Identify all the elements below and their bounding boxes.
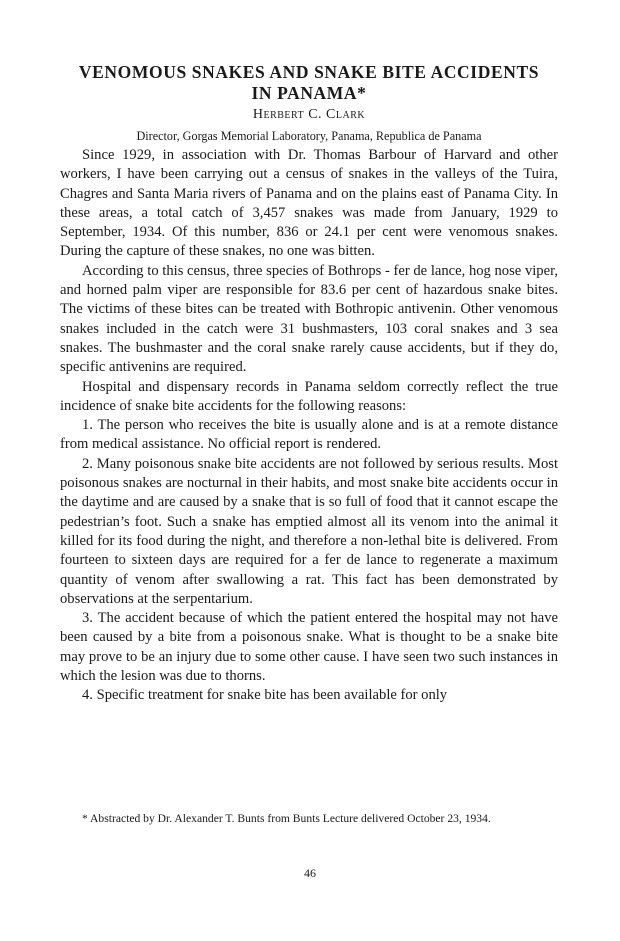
paragraph-records: Hospital and dispensary records in Panama seldom correctly reflect the true incidence of snake bite accidents for the following reasons: — [60, 378, 558, 414]
article-title — [60, 62, 558, 104]
paragraph-reason-4: 4. Specific treatment for snake bite has been available for only — [82, 687, 448, 704]
footnote: * Abstracted by Dr. Alexander T. Bunts from Bunts Lecture delivered October 23, 1934. — [82, 812, 491, 825]
page-number: 46 — [304, 866, 316, 880]
article-body — [60, 62, 558, 706]
paragraph-species: According to this census, three species of Bothrops - fer de lance, hog nose viper, and horned palm viper are responsible for 83.6 per cent of hazardous snake bites. The victims of these bites can be treated with Bothropic antivenin. Other venomous snakes included in the catch were 31 bushmasters, 103 coral snakes and 3 sea snakes. The bushmaster and the coral snake rarely cause accidents, but if they do, specific antivenins are required. — [60, 262, 558, 376]
title-line-2: IN PANAMA* — [251, 83, 367, 103]
author-name: Herbert C. Clark — [252, 107, 366, 122]
paragraph-reason-1: 1. The person who receives the bite is usually alone and is at a remote distance from medical assistance. No official report is rendered. — [60, 417, 558, 453]
author-affiliation: Director, Gorgas Memorial Laboratory, Panama, Republica de Panama — [136, 129, 482, 143]
paragraph-reason-2: 2. Many poisonous snake bite accidents are not followed by serious results. Most poisonous snakes are nocturnal in their habits, and most snake bite accidents occur in the daytime and are caused by a snake that is so full of food that it cannot escape the pedestrian’s foot. Such a snake has emptied almost all its venom into the animal it killed for its food during the night, and therefore a non-lethal bite is delivered. From fourteen to sixteen days are required for a fer de lance to regenerate a maximum quantity of venom after swallowing a rat. This fact has been demonstrated by observations at the serpentarium. — [60, 455, 558, 607]
paragraph-census: Since 1929, in association with Dr. Thomas Barbour of Harvard and other workers, I have been carrying out a census of snakes in the valleys of the Tuira, Chagres and Santa Maria rivers of Panama and on the plains east of Panama City. In these areas, a total catch of 3,457 snakes was made from January, 1929 to September, 1934. Of this number, 836 or 24.1 per cent were venomous snakes. During the capture of these snakes, no one was bitten. — [60, 147, 558, 260]
title-line-1: VENOMOUS SNAKES AND SNAKE BITE ACCIDENTS — [78, 62, 540, 82]
paragraph-reason-3: 3. The accident because of which the patient entered the hospital may not have been caused by a bite from a poisonous snake. What is thought to be a snake bite may prove to be an injury due to some other cause. I have seen two such instances in which the lesion was due to thorns. — [60, 610, 558, 685]
